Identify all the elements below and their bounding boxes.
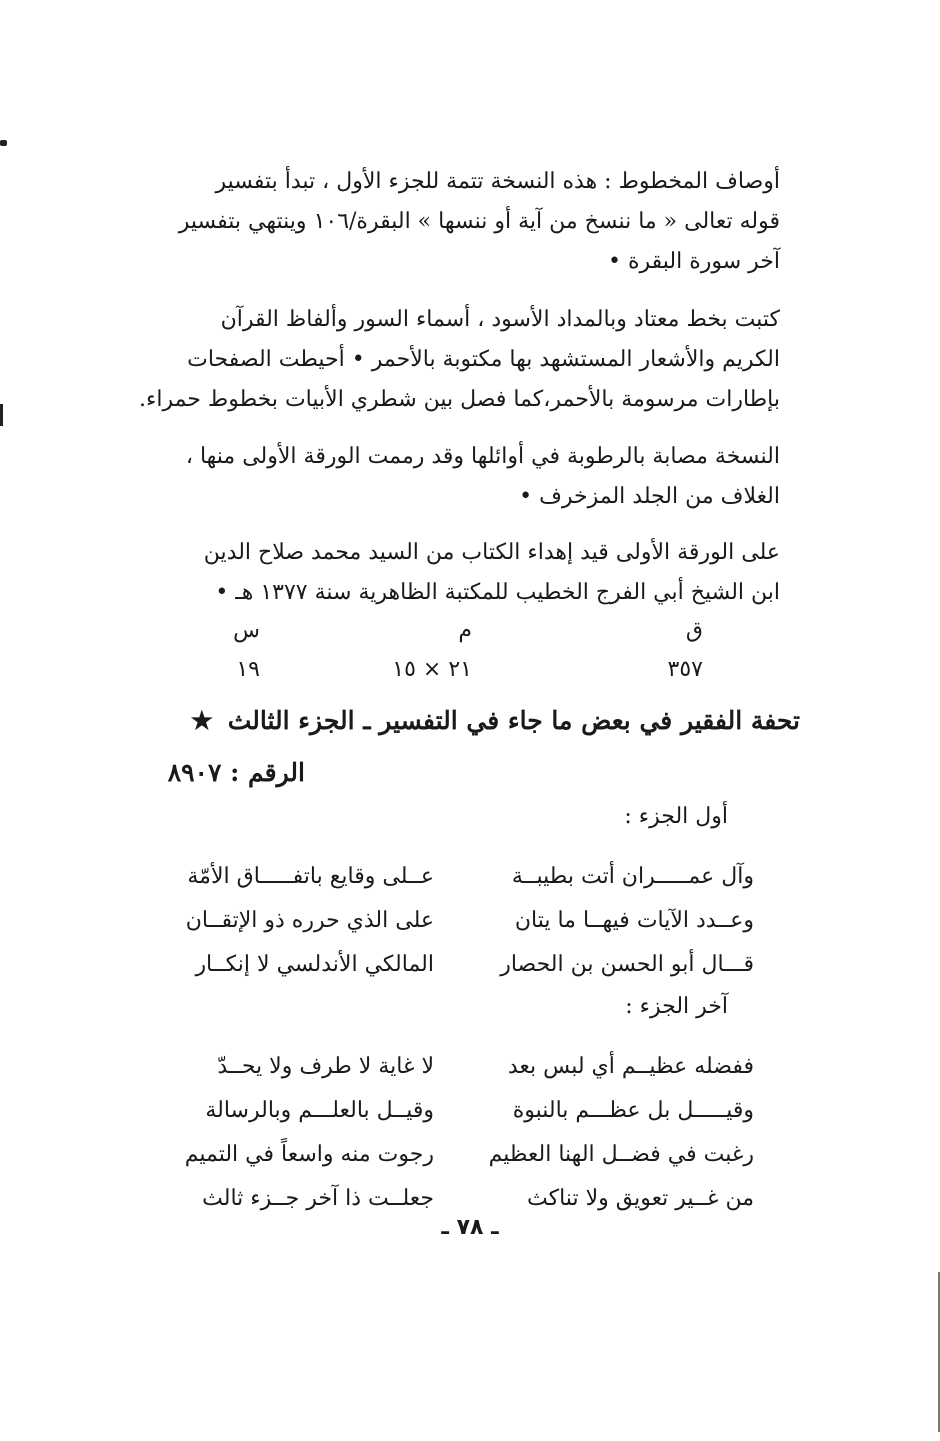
first-part-verses — [154, 855, 754, 987]
dimension-header-size: م — [458, 618, 472, 643]
dimension-header-lines: س — [233, 618, 260, 643]
dimension-header-leaves: ق — [685, 618, 703, 643]
verse-hemistich: من غــير تعويق ولا تناكث — [527, 1186, 754, 1211]
paragraph-line: الكريم والأشعار المستشهد بها مكتوبة بالأحمر • أحيطت الصفحات — [187, 347, 780, 372]
verse-line — [154, 1045, 754, 1089]
first-part-label: أول الجزء : — [624, 804, 728, 829]
paragraph-line: النسخة مصابة بالرطوبة في أوائلها وقد رممت الورقة الأولى منها ، — [185, 444, 780, 469]
paragraph-line: كتبت بخط معتاد وبالمداد الأسود ، أسماء السور وألفاظ القرآن — [220, 307, 780, 332]
verse-hemistich: وقيــل بالعلـــم وبالرسالة — [205, 1098, 434, 1123]
entry-title-text: تحفة الفقير في بعض ما جاء في التفسير ـ الجزء الثالث — [227, 706, 800, 735]
dimension-value-leaves: ٣٥٧ — [667, 657, 703, 682]
dedication-paragraph — [140, 533, 780, 613]
verse-hemistich: رجوت منه واسعاً في التميم — [184, 1142, 434, 1167]
last-part-label: آخر الجزء : — [625, 994, 728, 1019]
scan-mark-middle — [0, 404, 3, 426]
scan-mark-top — [0, 140, 7, 146]
verse-hemistich: عــلى وقايع باتفـــــاق الأمّة — [187, 864, 434, 889]
verse-hemistich: وآل عمـــــران أتت بطيبــة — [511, 864, 754, 889]
verse-hemistich: على الذي حرره ذو الإتقــان — [185, 908, 434, 933]
verse-line — [154, 1133, 754, 1177]
dimension-value-lines: ١٩ — [236, 657, 260, 682]
verse-hemistich: المالكي الأندلسي لا إنكــار — [195, 952, 434, 977]
verse-hemistich: ففضله عظيــم أي لبس بعد — [507, 1054, 754, 1079]
paragraph-line: ابن الشيخ أبي الفرج الخطيب للمكتبة الظاهرية سنة ١٣٧٧ هـ • — [215, 580, 780, 605]
paragraph-line: بإطارات مرسومة بالأحمر،كما فصل بين شطري الأبيات بخطوط حمراء. — [139, 387, 780, 412]
paragraph-line: أوصاف المخطوط : هذه النسخة تتمة للجزء الأول ، تبدأ بتفسير — [215, 169, 780, 194]
verse-line — [154, 943, 754, 987]
verse-hemistich: رغبت في فضــل الهنا العظيم — [488, 1142, 754, 1167]
script-description-paragraph — [140, 300, 780, 420]
verse-hemistich: لا غاية لا طرف ولا يحــدّ — [217, 1054, 434, 1079]
paragraph-line: قوله تعالى « ما ننسخ من آية أو ننسها » البقرة/١٠٦ وينتهي بتفسير — [178, 209, 780, 234]
verse-hemistich: قـــال أبو الحسن بن الحصار — [500, 952, 754, 977]
verse-line — [154, 899, 754, 943]
last-part-verses — [154, 1045, 754, 1221]
dimension-value-size: ٢١ × ١٥ — [392, 657, 472, 682]
paragraph-line: آخر سورة البقرة • — [607, 249, 780, 274]
manuscript-description-paragraph — [140, 162, 780, 282]
entry-number: الرقم : ٨٩٠٧ — [167, 758, 305, 787]
verse-line — [154, 855, 754, 899]
verse-hemistich: وقيـــــل بل عظـــم بالنبوة — [512, 1098, 754, 1123]
entry-title — [140, 706, 800, 735]
condition-paragraph — [140, 437, 780, 517]
page-number: ـ ٧٨ ـ — [441, 1215, 499, 1240]
paragraph-line: على الورقة الأولى قيد إهداء الكتاب من السيد محمد صلاح الدين — [203, 540, 780, 565]
verse-hemistich: جعلــت ذا آخر جــزء ثالث — [202, 1186, 434, 1211]
paragraph-line: الغلاف من الجلد المزخرف • — [519, 484, 780, 509]
verse-hemistich: وعــدد الآيات فيهــا ما يتان — [514, 908, 754, 933]
verse-line — [154, 1089, 754, 1133]
star-icon: ★ — [190, 706, 213, 735]
